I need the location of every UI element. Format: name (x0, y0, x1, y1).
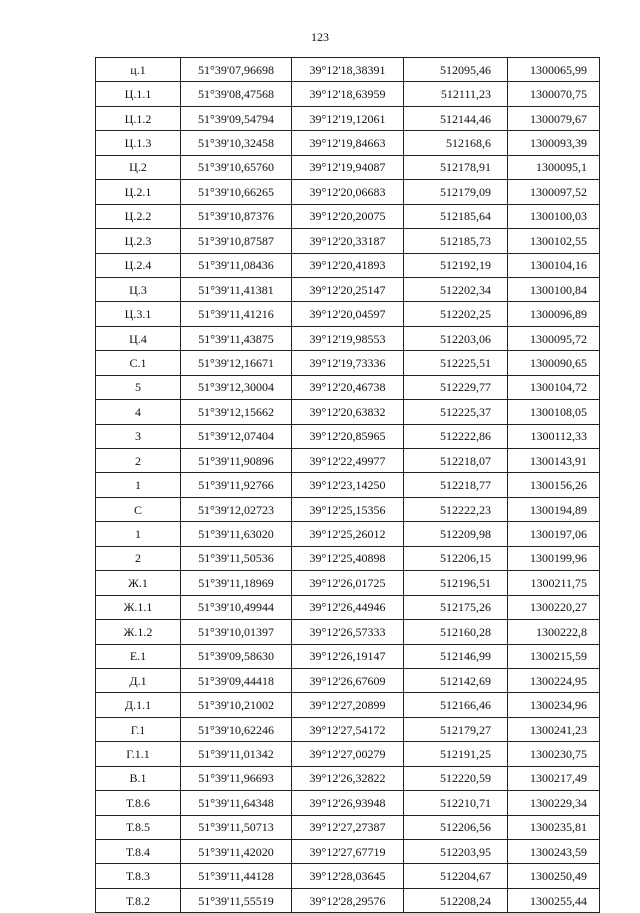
point-name-cell: 3 (96, 424, 181, 448)
table-row (96, 644, 600, 668)
point-name-cell: Т.8.5 (96, 815, 181, 839)
x-coordinate-cell: 512178,91 (404, 155, 508, 179)
point-name-cell: Т.8.6 (96, 791, 181, 815)
y-coordinate-cell: 1300096,89 (508, 302, 600, 326)
x-coordinate-cell: 512191,25 (404, 742, 508, 766)
latitude-cell: 51°39'11,90896 (181, 449, 292, 473)
longitude-cell: 39°12'27,27387 (292, 815, 404, 839)
latitude-cell: 51°39'12,02723 (181, 497, 292, 521)
x-coordinate-cell: 512203,06 (404, 326, 508, 350)
latitude-cell: 51°39'11,43875 (181, 326, 292, 350)
longitude-cell: 39°12'28,03645 (292, 864, 404, 888)
x-coordinate-cell: 512160,28 (404, 620, 508, 644)
latitude-cell: 51°39'11,55519 (181, 888, 292, 912)
point-name-cell: Т.8.2 (96, 888, 181, 912)
table-row (96, 351, 600, 375)
point-name-cell: Т.8.4 (96, 840, 181, 864)
longitude-cell: 39°12'18,38391 (292, 58, 404, 82)
point-name-cell: 2 (96, 546, 181, 570)
point-name-cell: Ц.2.2 (96, 204, 181, 228)
x-coordinate-cell: 512179,27 (404, 717, 508, 741)
latitude-cell: 51°39'10,66265 (181, 180, 292, 204)
x-coordinate-cell: 512144,46 (404, 106, 508, 130)
point-name-cell: 4 (96, 400, 181, 424)
point-name-cell: Ц.2.1 (96, 180, 181, 204)
table-row (96, 546, 600, 570)
x-coordinate-cell: 512142,69 (404, 668, 508, 692)
longitude-cell: 39°12'20,63832 (292, 400, 404, 424)
y-coordinate-cell: 1300070,75 (508, 82, 600, 106)
point-name-cell: Ц.3.1 (96, 302, 181, 326)
latitude-cell: 51°39'10,49944 (181, 595, 292, 619)
x-coordinate-cell: 512222,23 (404, 497, 508, 521)
table-row (96, 473, 600, 497)
latitude-cell: 51°39'07,96698 (181, 58, 292, 82)
longitude-cell: 39°12'19,12061 (292, 106, 404, 130)
latitude-cell: 51°39'09,54794 (181, 106, 292, 130)
table-row (96, 326, 600, 350)
longitude-cell: 39°12'26,93948 (292, 791, 404, 815)
point-name-cell: 1 (96, 522, 181, 546)
longitude-cell: 39°12'20,25147 (292, 277, 404, 301)
y-coordinate-cell: 1300100,03 (508, 204, 600, 228)
y-coordinate-cell: 1300095,1 (508, 155, 600, 179)
longitude-cell: 39°12'26,67609 (292, 668, 404, 692)
x-coordinate-cell: 512175,26 (404, 595, 508, 619)
latitude-cell: 51°39'10,62246 (181, 717, 292, 741)
point-name-cell: Д.1.1 (96, 693, 181, 717)
latitude-cell: 51°39'09,44418 (181, 668, 292, 692)
point-name-cell: Ц.1.3 (96, 131, 181, 155)
point-name-cell: 2 (96, 449, 181, 473)
x-coordinate-cell: 512206,56 (404, 815, 508, 839)
page-number: 123 (311, 30, 329, 44)
table-row (96, 815, 600, 839)
longitude-cell: 39°12'22,49977 (292, 449, 404, 473)
x-coordinate-cell: 512206,15 (404, 546, 508, 570)
y-coordinate-cell: 1300215,59 (508, 644, 600, 668)
longitude-cell: 39°12'26,44946 (292, 595, 404, 619)
table-row (96, 424, 600, 448)
x-coordinate-cell: 512218,07 (404, 449, 508, 473)
longitude-cell: 39°12'25,26012 (292, 522, 404, 546)
x-coordinate-cell: 512204,67 (404, 864, 508, 888)
latitude-cell: 51°39'11,50536 (181, 546, 292, 570)
longitude-cell: 39°12'19,84663 (292, 131, 404, 155)
x-coordinate-cell: 512111,23 (404, 82, 508, 106)
longitude-cell: 39°12'19,94087 (292, 155, 404, 179)
latitude-cell: 51°39'10,21002 (181, 693, 292, 717)
y-coordinate-cell: 1300143,91 (508, 449, 600, 473)
table-row (96, 302, 600, 326)
point-name-cell: В.1 (96, 766, 181, 790)
table-row (96, 840, 600, 864)
longitude-cell: 39°12'27,54172 (292, 717, 404, 741)
latitude-cell: 51°39'10,01397 (181, 620, 292, 644)
longitude-cell: 39°12'27,00279 (292, 742, 404, 766)
x-coordinate-cell: 512222,86 (404, 424, 508, 448)
point-name-cell: Ц.1.2 (96, 106, 181, 130)
latitude-cell: 51°39'08,47568 (181, 82, 292, 106)
x-coordinate-cell: 512229,77 (404, 375, 508, 399)
table-row (96, 375, 600, 399)
y-coordinate-cell: 1300100,84 (508, 277, 600, 301)
longitude-cell: 39°12'25,15356 (292, 497, 404, 521)
longitude-cell: 39°12'20,85965 (292, 424, 404, 448)
table-row (96, 717, 600, 741)
y-coordinate-cell: 1300255,44 (508, 888, 600, 912)
latitude-cell: 51°39'11,18969 (181, 571, 292, 595)
x-coordinate-cell: 512202,25 (404, 302, 508, 326)
y-coordinate-cell: 1300222,8 (508, 620, 600, 644)
x-coordinate-cell: 512203,95 (404, 840, 508, 864)
x-coordinate-cell: 512185,73 (404, 229, 508, 253)
y-coordinate-cell: 1300194,89 (508, 497, 600, 521)
y-coordinate-cell: 1300197,06 (508, 522, 600, 546)
x-coordinate-cell: 512225,37 (404, 400, 508, 424)
latitude-cell: 51°39'11,64348 (181, 791, 292, 815)
table-row (96, 106, 600, 130)
latitude-cell: 51°39'11,50713 (181, 815, 292, 839)
point-name-cell: ц.1 (96, 58, 181, 82)
latitude-cell: 51°39'10,32458 (181, 131, 292, 155)
table-row (96, 204, 600, 228)
table-row (96, 497, 600, 521)
coordinates-table (95, 57, 600, 913)
x-coordinate-cell: 512196,51 (404, 571, 508, 595)
table-row (96, 571, 600, 595)
latitude-cell: 51°39'12,16671 (181, 351, 292, 375)
latitude-cell: 51°39'10,87587 (181, 229, 292, 253)
latitude-cell: 51°39'11,41381 (181, 277, 292, 301)
table-row (96, 766, 600, 790)
x-coordinate-cell: 512185,64 (404, 204, 508, 228)
table-row (96, 277, 600, 301)
x-coordinate-cell: 512208,24 (404, 888, 508, 912)
longitude-cell: 39°12'27,20899 (292, 693, 404, 717)
longitude-cell: 39°12'20,46738 (292, 375, 404, 399)
longitude-cell: 39°12'26,32822 (292, 766, 404, 790)
table-row (96, 620, 600, 644)
table-row (96, 668, 600, 692)
point-name-cell: Д.1 (96, 668, 181, 692)
coordinates-table-body (96, 58, 600, 913)
x-coordinate-cell: 512168,6 (404, 131, 508, 155)
longitude-cell: 39°12'19,98553 (292, 326, 404, 350)
y-coordinate-cell: 1300112,33 (508, 424, 600, 448)
y-coordinate-cell: 1300104,16 (508, 253, 600, 277)
latitude-cell: 51°39'12,07404 (181, 424, 292, 448)
y-coordinate-cell: 1300065,99 (508, 58, 600, 82)
longitude-cell: 39°12'23,14250 (292, 473, 404, 497)
y-coordinate-cell: 1300250,49 (508, 864, 600, 888)
y-coordinate-cell: 1300093,39 (508, 131, 600, 155)
point-name-cell: 1 (96, 473, 181, 497)
x-coordinate-cell: 512202,34 (404, 277, 508, 301)
y-coordinate-cell: 1300243,59 (508, 840, 600, 864)
latitude-cell: 51°39'09,58630 (181, 644, 292, 668)
longitude-cell: 39°12'20,33187 (292, 229, 404, 253)
table-row (96, 253, 600, 277)
y-coordinate-cell: 1300097,52 (508, 180, 600, 204)
point-name-cell: С (96, 497, 181, 521)
point-name-cell: Ц.2.4 (96, 253, 181, 277)
table-row (96, 82, 600, 106)
table-row (96, 791, 600, 815)
y-coordinate-cell: 1300230,75 (508, 742, 600, 766)
y-coordinate-cell: 1300211,75 (508, 571, 600, 595)
latitude-cell: 51°39'11,41216 (181, 302, 292, 326)
table-row (96, 742, 600, 766)
y-coordinate-cell: 1300102,55 (508, 229, 600, 253)
table-row (96, 155, 600, 179)
longitude-cell: 39°12'20,06683 (292, 180, 404, 204)
y-coordinate-cell: 1300104,72 (508, 375, 600, 399)
y-coordinate-cell: 1300217,49 (508, 766, 600, 790)
y-coordinate-cell: 1300241,23 (508, 717, 600, 741)
longitude-cell: 39°12'19,73336 (292, 351, 404, 375)
x-coordinate-cell: 512146,99 (404, 644, 508, 668)
longitude-cell: 39°12'26,01725 (292, 571, 404, 595)
table-row (96, 595, 600, 619)
latitude-cell: 51°39'10,87376 (181, 204, 292, 228)
table-row (96, 58, 600, 82)
y-coordinate-cell: 1300234,96 (508, 693, 600, 717)
point-name-cell: Ц.2.3 (96, 229, 181, 253)
x-coordinate-cell: 512209,98 (404, 522, 508, 546)
point-name-cell: Г.1.1 (96, 742, 181, 766)
point-name-cell: Ц.2 (96, 155, 181, 179)
y-coordinate-cell: 1300108,05 (508, 400, 600, 424)
point-name-cell: Е.1 (96, 644, 181, 668)
x-coordinate-cell: 512225,51 (404, 351, 508, 375)
x-coordinate-cell: 512095,46 (404, 58, 508, 82)
latitude-cell: 51°39'10,65760 (181, 155, 292, 179)
longitude-cell: 39°12'26,19147 (292, 644, 404, 668)
table-row (96, 400, 600, 424)
point-name-cell: Ж.1.1 (96, 595, 181, 619)
y-coordinate-cell: 1300090,65 (508, 351, 600, 375)
longitude-cell: 39°12'28,29576 (292, 888, 404, 912)
x-coordinate-cell: 512179,09 (404, 180, 508, 204)
longitude-cell: 39°12'25,40898 (292, 546, 404, 570)
point-name-cell: 5 (96, 375, 181, 399)
latitude-cell: 51°39'11,44128 (181, 864, 292, 888)
point-name-cell: Ц.1.1 (96, 82, 181, 106)
table-row (96, 864, 600, 888)
latitude-cell: 51°39'11,42020 (181, 840, 292, 864)
x-coordinate-cell: 512210,71 (404, 791, 508, 815)
point-name-cell: Т.8.3 (96, 864, 181, 888)
y-coordinate-cell: 1300224,95 (508, 668, 600, 692)
longitude-cell: 39°12'26,57333 (292, 620, 404, 644)
point-name-cell: Ж.1 (96, 571, 181, 595)
x-coordinate-cell: 512218,77 (404, 473, 508, 497)
table-row (96, 131, 600, 155)
y-coordinate-cell: 1300079,67 (508, 106, 600, 130)
table-row (96, 449, 600, 473)
table-row (96, 888, 600, 912)
point-name-cell: Ц.3 (96, 277, 181, 301)
y-coordinate-cell: 1300156,26 (508, 473, 600, 497)
x-coordinate-cell: 512166,46 (404, 693, 508, 717)
table-row (96, 522, 600, 546)
longitude-cell: 39°12'27,67719 (292, 840, 404, 864)
point-name-cell: Ц.4 (96, 326, 181, 350)
x-coordinate-cell: 512192,19 (404, 253, 508, 277)
y-coordinate-cell: 1300095,72 (508, 326, 600, 350)
table-row (96, 229, 600, 253)
y-coordinate-cell: 1300235,81 (508, 815, 600, 839)
y-coordinate-cell: 1300220,27 (508, 595, 600, 619)
latitude-cell: 51°39'11,96693 (181, 766, 292, 790)
y-coordinate-cell: 1300229,34 (508, 791, 600, 815)
table-row (96, 693, 600, 717)
latitude-cell: 51°39'11,92766 (181, 473, 292, 497)
point-name-cell: Г.1 (96, 717, 181, 741)
latitude-cell: 51°39'11,63020 (181, 522, 292, 546)
longitude-cell: 39°12'20,04597 (292, 302, 404, 326)
latitude-cell: 51°39'12,15662 (181, 400, 292, 424)
longitude-cell: 39°12'18,63959 (292, 82, 404, 106)
point-name-cell: С.1 (96, 351, 181, 375)
point-name-cell: Ж.1.2 (96, 620, 181, 644)
latitude-cell: 51°39'11,08436 (181, 253, 292, 277)
latitude-cell: 51°39'12,30004 (181, 375, 292, 399)
x-coordinate-cell: 512220,59 (404, 766, 508, 790)
y-coordinate-cell: 1300199,96 (508, 546, 600, 570)
table-row (96, 180, 600, 204)
longitude-cell: 39°12'20,20075 (292, 204, 404, 228)
longitude-cell: 39°12'20,41893 (292, 253, 404, 277)
latitude-cell: 51°39'11,01342 (181, 742, 292, 766)
